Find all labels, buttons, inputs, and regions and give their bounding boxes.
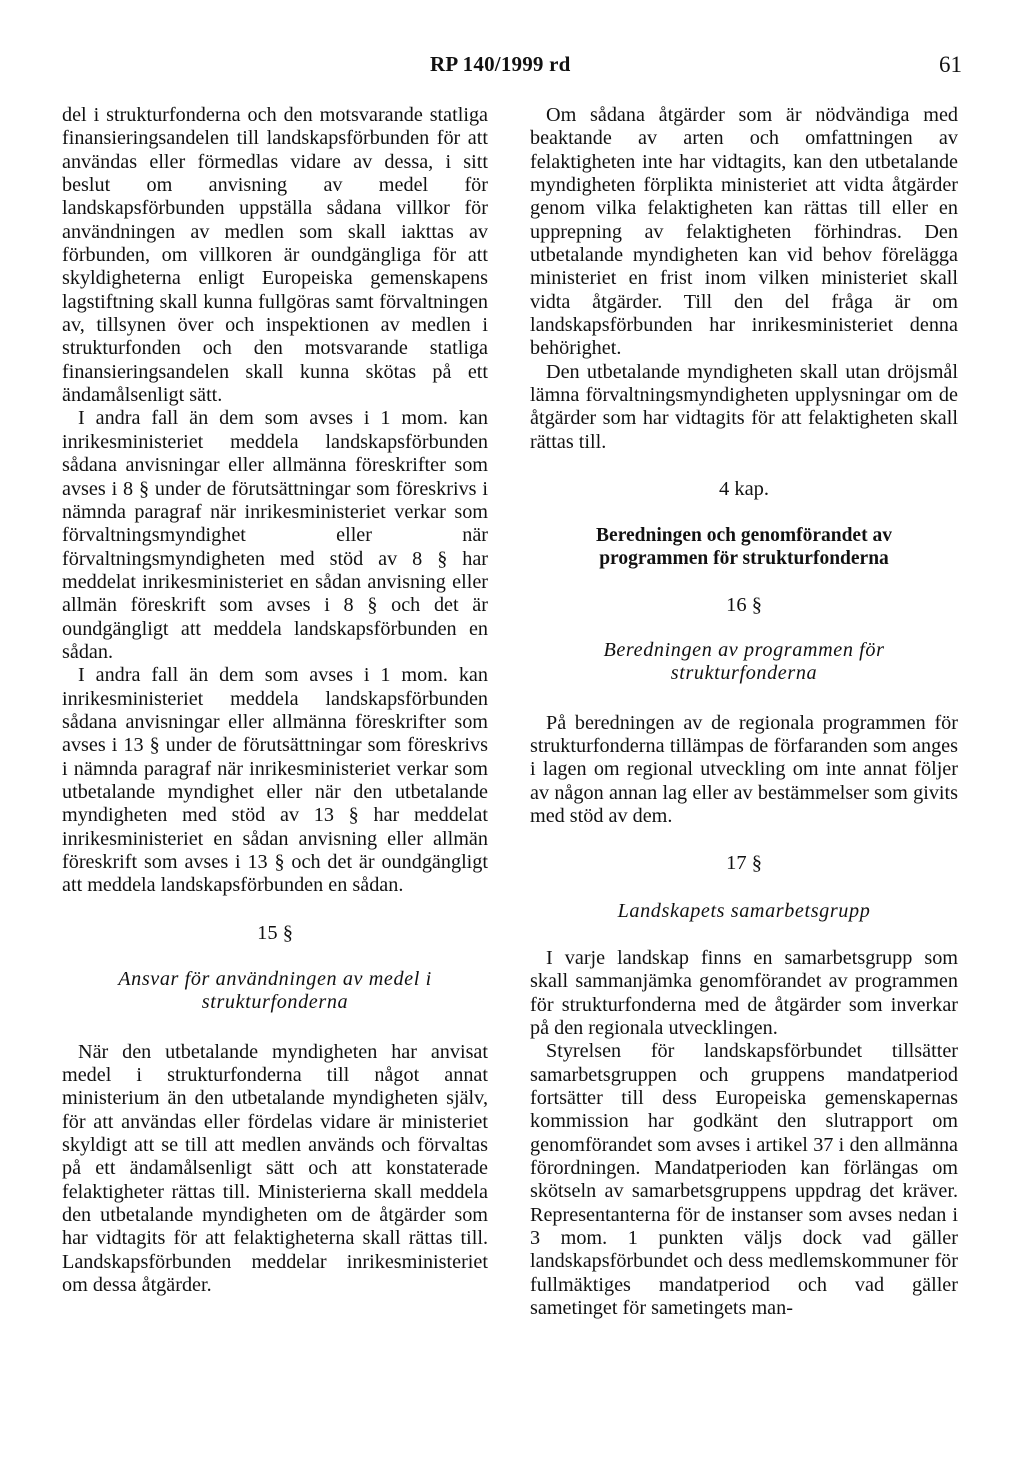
paragraph: del i strukturfonderna och den motsvarande statliga finansieringsandelen till landskapsförbunden för att användas eller förmedlas vidare av dessa, i sitt beslut om anvisning av medel för landskapsförbunden uppställa sådana villkor för användningen av medlen som skall iakttas av förbunden, om villkoren är oundgängliga för att skyldigheterna enligt Europeiska gemenskapens lagstiftning skall kunna fullgöras samt förvaltningen av, tillsynen över och inspektionen av medlen i strukturfonden och den motsvarande statliga finansieringsandelen skall kunna skötas på ett ändamålsenligt sätt.: [62, 104, 488, 407]
paragraph: På beredningen av de regionala programmen för strukturfonderna tillämpas de förfaranden som anges i lagen om regional utveckling om inte annat följer av någon annan lag eller av bestämmelser som givits med stöd av dem.: [530, 711, 958, 827]
paragraph: I andra fall än dem som avses i 1 mom. kan inrikesministeriet meddela landskapsförbunden sådana anvisningar eller allmänna föreskrifter som avses i 8 § under de förutsättningar som föreskrivs i nämnda paragraf när inrikesministeriet verkar som förvaltningsmyndighet eller när förvaltningsmyndigheten med stöd av 8 § har meddelat inrikesministeriet en sådan anvisning eller allmän föreskrift som avses i 8 § och det är oundgängligt att meddela landskapsförbunden en sådan.: [62, 407, 488, 663]
paragraph: Om sådana åtgärder som är nödvändiga med beaktande av arten och omfattningen av felaktigheten inte har vidtagits, kan den utbetalande myndigheten förplikta ministeriet att vidta åtgärder genom vilka felaktigheten kan rättas till eller en upprepning av felaktigheten förhindras. Den utbetalande myndigheten kan vid behov förelägga ministeriet en frist inom vilken ministeriet skall vidta åtgärder. Till den del fråga är om landskapsförbunden har inrikesministeriet denna behörighet.: [530, 104, 958, 360]
section-17-title: Landskapets samarbetsgrupp: [617, 899, 871, 922]
page-number: 61: [939, 52, 962, 77]
section-15-title: Ansvar för användningen av medel i strukturfonderna: [118, 968, 432, 1014]
left-column: [62, 104, 488, 1298]
chapter-title: Beredningen och genomförandet av programmen för strukturfonderna: [596, 524, 892, 569]
section-17-number: 17 §: [726, 852, 762, 875]
section-15-number: 15 §: [257, 921, 293, 944]
paragraph: Den utbetalande myndigheten skall utan dröjsmål lämna förvaltningsmyndigheten upplysningar om de åtgärder som har vidtagits för att felaktigheten skall rättas till.: [530, 360, 958, 453]
document-id: RP 140/1999 rd: [430, 52, 571, 76]
chapter-number: 4 kap.: [718, 478, 770, 501]
page-header: [0, 52, 1024, 82]
paragraph: Styrelsen för landskapsförbundet tillsätter samarbetsgruppen och gruppens mandatperiod fortsätter till dess Europeiska gemenskapernas kommission har godkänt den slutrapport om genomförandet som avses i artikel 37 i den allmänna förordningen. Mandatperioden kan förlängas om skötseln av samarbetsgruppens uppdrag det kräver. Representanterna för de instanser som avses nedan i 3 mom. 1 punkten väljs dock vad gäller landskapsförbundet och dess medlemskommuner för fullmäktiges mandatperiod och vad gäller sametinget för sametingets man-: [530, 1040, 958, 1320]
paragraph: I varje landskap finns en samarbetsgrupp som skall sammanjämka genomförandet av programmen för strukturfonderna med de åtgärder som inverkar på den regionala utvecklingen.: [530, 946, 958, 1039]
section-16-title: Beredningen av programmen för strukturfonderna: [603, 638, 885, 685]
paragraph: När den utbetalande myndigheten har anvisat medel i strukturfonderna till något annat ministerium än den utbetalande myndigheten själv, för att användas eller fördelas vidare är ministeriet skyldigt att se till att medlen används och förvaltas på ett ändamålsenligt sätt och att konstaterade felaktigheter rättas till. Ministerierna skall meddela den utbetalande myndigheten om de åtgärder som har vidtagits för att felaktigheterna skall rättas till. Landskapsförbunden meddelar inrikesministeriet om dessa åtgärder.: [62, 1040, 488, 1297]
right-column: [530, 104, 958, 1320]
paragraph: I andra fall än dem som avses i 1 mom. kan inrikesministeriet meddela landskapsförbunden sådana anvisningar eller allmänna föreskrifter som avses i 13 § under de förutsättningar som föreskrivs i nämnda paragraf när inrikesministeriet verkar som utbetalande myndighet eller när den utbetalande myndigheten med stöd av 13 § har meddelat inrikesministeriet en sådan anvisning eller allmän föreskrift som avses i 13 § och det är oundgängligt att meddela landskapsförbunden en sådan.: [62, 664, 488, 897]
section-16-number: 16 §: [726, 593, 762, 616]
